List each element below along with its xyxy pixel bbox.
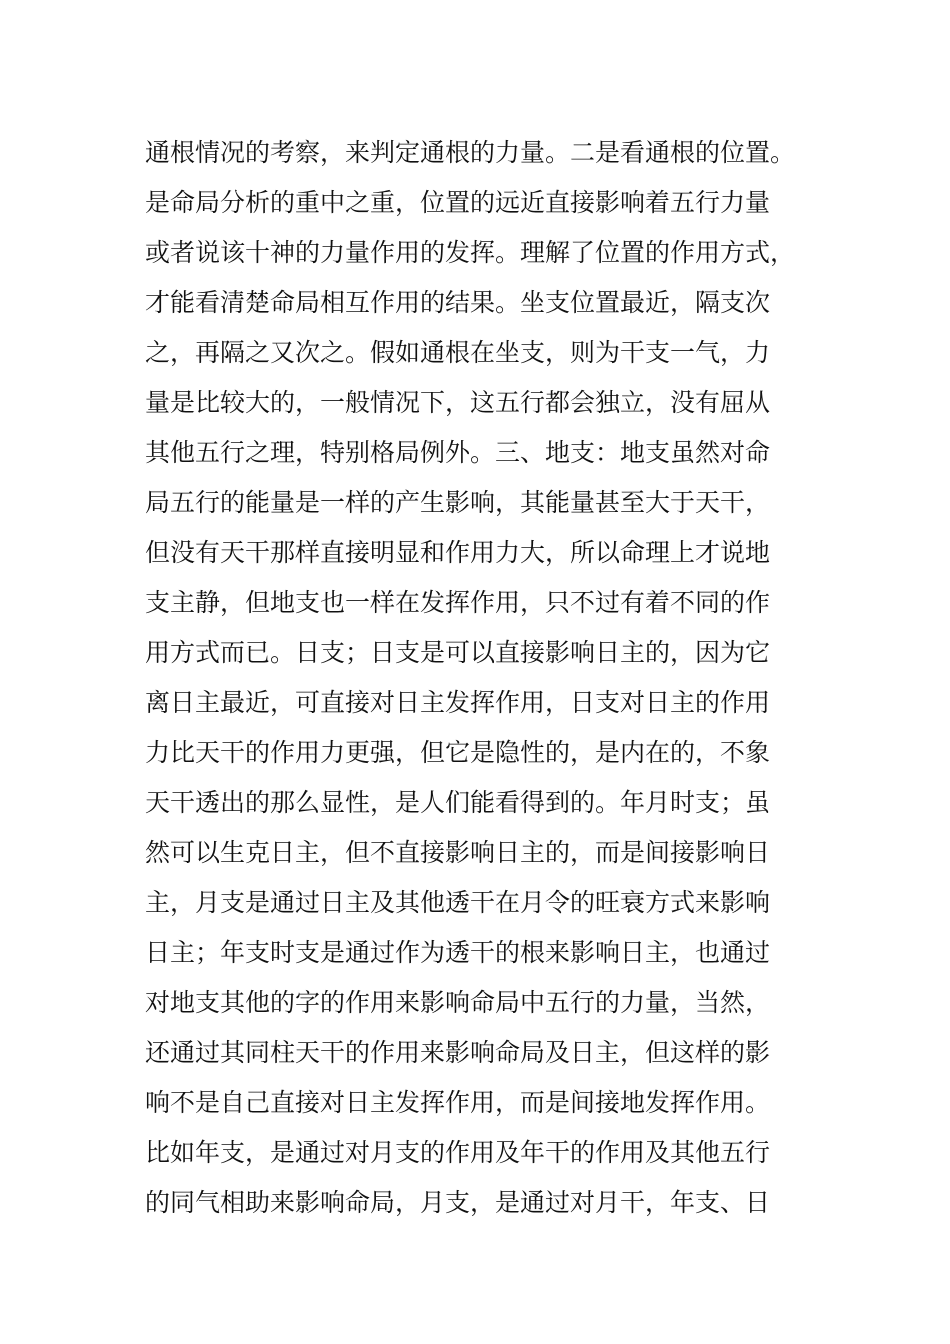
text-line: 响不是自己直接对日主发挥作用，而是间接地发挥作用。 [145, 1088, 771, 1117]
text-line: 或者说该十神的力量作用的发挥。理解了位置的作用方式， [145, 238, 796, 267]
text-line: 力比天干的作用力更强，但它是隐性的，是内在的，不象 [145, 738, 771, 767]
text-line: 天干透出的那么显性，是人们能看得到的。年月时支；虽 [145, 788, 771, 817]
text-line: 对地支其他的字的作用来影响命局中五行的力量，当然， [145, 988, 771, 1017]
text-line: 然可以生克日主，但不直接影响日主的，而是间接影响日 [145, 838, 771, 867]
text-line: 局五行的能量是一样的产生影响，其能量甚至大于天干， [145, 488, 771, 517]
text-line: 通根情况的考察，来判定通根的力量。二是看通根的位置。 [145, 138, 796, 167]
text-line: 其他五行之理，特别格局例外。三、地支：地支虽然对命 [145, 438, 771, 467]
text-line: 但没有天干那样直接明显和作用力大，所以命理上才说地 [145, 538, 771, 567]
text-line: 离日主最近，可直接对日主发挥作用，日支对日主的作用 [145, 688, 771, 717]
text-line: 日主；年支时支是通过作为透干的根来影响日主，也通过 [145, 938, 771, 967]
text-line: 之，再隔之又次之。假如通根在坐支，则为干支一气，力 [145, 338, 771, 367]
body-text [145, 128, 805, 1228]
text-line: 主，月支是通过日主及其他透干在月令的旺衰方式来影响 [145, 888, 771, 917]
text-line: 才能看清楚命局相互作用的结果。坐支位置最近，隔支次 [145, 288, 771, 317]
text-line: 的同气相助来影响命局，月支，是通过对月干，年支、日 [145, 1188, 771, 1217]
text-line: 支主静，但地支也一样在发挥作用，只不过有着不同的作 [145, 588, 771, 617]
text-line: 比如年支，是通过对月支的作用及年干的作用及其他五行 [145, 1138, 771, 1167]
text-line: 量是比较大的，一般情况下，这五行都会独立，没有屈从 [145, 388, 771, 417]
text-line: 是命局分析的重中之重，位置的远近直接影响着五行力量 [145, 188, 771, 217]
text-line: 还通过其同柱天干的作用来影响命局及日主，但这样的影 [145, 1038, 771, 1067]
text-line: 用方式而已。日支；日支是可以直接影响日主的，因为它 [145, 638, 771, 667]
